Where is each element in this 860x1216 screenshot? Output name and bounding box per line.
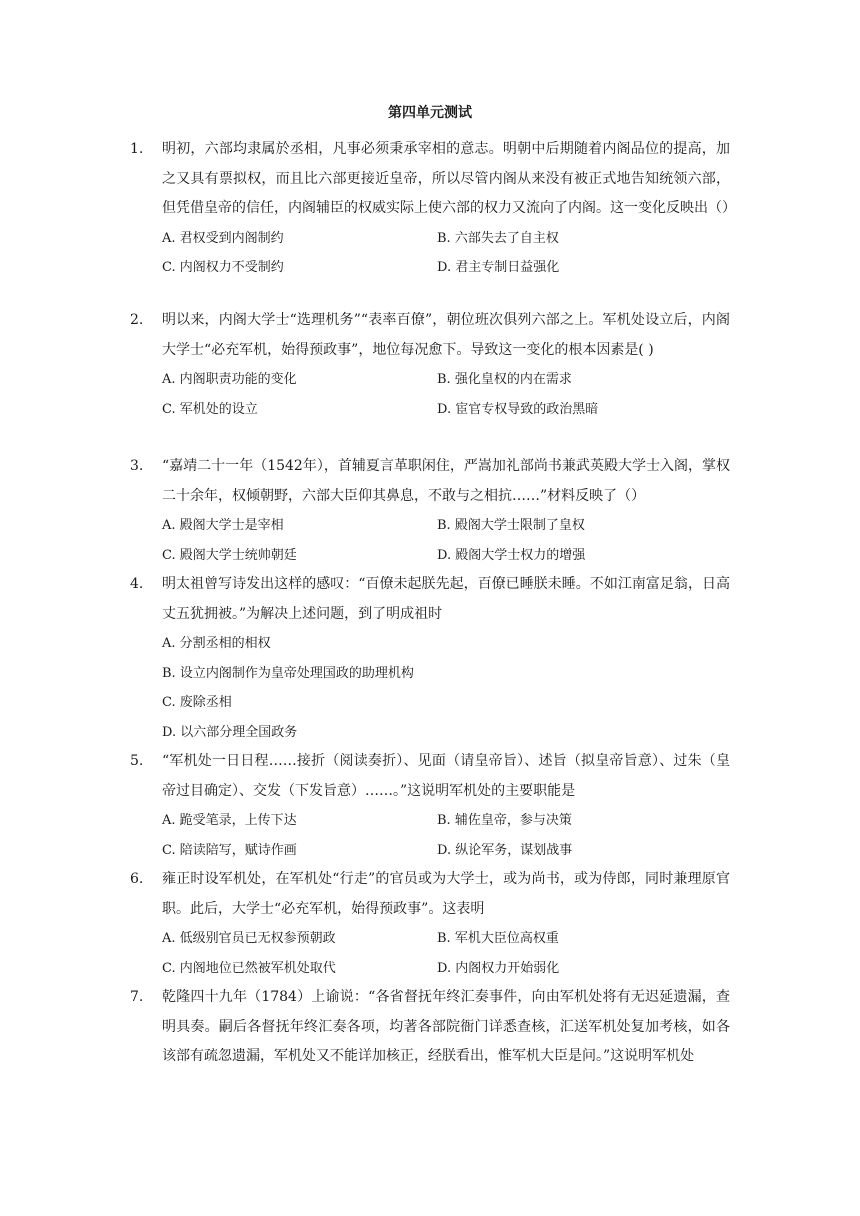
question-number: 7. bbox=[130, 989, 144, 1005]
option-b: B. 设立内阁制作为皇帝处理国政的助理机构 bbox=[162, 665, 414, 681]
question-stem: 明以来，内阁大学士“选理机务”“表率百僚”，朝位班次俱列六部之上。军机处设立后，内阁大学士“必充军机，始得预政事”，地位每况愈下。导致这一变化的根本因素是( ) bbox=[162, 312, 730, 358]
option-c: C. 殿阁大学士统帅朝廷 bbox=[162, 547, 297, 563]
option-a: A. 跪受笔录，上传下达 bbox=[162, 813, 297, 828]
options bbox=[162, 224, 730, 283]
option-c: C. 废除丞相 bbox=[162, 695, 232, 710]
options bbox=[162, 365, 730, 424]
question-number: 3. bbox=[130, 458, 144, 474]
option-a: A. 分割丞相的相权 bbox=[162, 636, 271, 651]
question-3 bbox=[130, 452, 730, 570]
option-d: D. 纵论军务，谋划战事 bbox=[437, 842, 573, 858]
option-b: B. 辅佐皇帝，参与决策 bbox=[437, 813, 572, 828]
question-4 bbox=[130, 570, 730, 747]
question-number: 6. bbox=[130, 871, 144, 887]
option-d: D. 殿阁大学士权力的增强 bbox=[437, 547, 586, 563]
question-stem: 明初，六部均隶属於丞相，凡事必须秉承宰相的意志。明朝中后期随着内阁品位的提高，加之又具有票拟权，而且比六部更接近皇帝，所以尽管内阁从来没有被正式地告知统领六部，但凭借皇帝的信任，内阁辅臣的权威实际上使六部的权力又流向了内阁。这一变化反映出（） bbox=[162, 141, 736, 216]
question-stem: “嘉靖二十一年（1542年），首辅夏言革职闲住，严嵩加礼部尚书兼武英殿大学士入阁，掌权二十余年，权倾朝野，六部大臣仰其鼻息，不敢与之相抗……”材料反映了（） bbox=[162, 458, 730, 504]
option-c: C. 陪读陪写，赋诗作画 bbox=[162, 842, 297, 858]
page-title: 第四单元测试 bbox=[388, 105, 472, 121]
question-number: 5. bbox=[130, 753, 144, 769]
question-stem: 雍正时设军机处，在军机处“行走”的官员或为大学士，或为尚书，或为侍郎，同时兼理原官职。此后，大学士“必充军机，始得预政事”。这表明 bbox=[162, 871, 730, 917]
question-number: 4. bbox=[130, 576, 144, 592]
option-b: B. 六部失去了自主权 bbox=[437, 230, 559, 246]
question-number: 1. bbox=[130, 141, 144, 157]
options bbox=[162, 629, 730, 747]
question-2 bbox=[130, 306, 730, 424]
question-6 bbox=[130, 865, 730, 983]
option-c: C. 军机处的设立 bbox=[162, 401, 258, 417]
option-b: B. 强化皇权的内在需求 bbox=[437, 372, 572, 387]
question-stem: 明太祖曾写诗发出这样的感叹：“百僚未起朕先起，百僚已睡朕未睡。不如江南富足翁，日高丈五犹拥被。”为解决上述问题，到了明成祖时 bbox=[162, 576, 730, 622]
option-a: A. 君权受到内阁制约 bbox=[162, 230, 284, 246]
question-7 bbox=[130, 983, 730, 1072]
option-a: A. 低级别官员已无权参预朝政 bbox=[162, 931, 336, 946]
option-d: D. 以六部分理全国政务 bbox=[162, 724, 298, 740]
option-c: C. 内阁权力不受制约 bbox=[162, 260, 284, 275]
option-b: B. 殿阁大学士限制了皇权 bbox=[437, 518, 585, 533]
question-stem: 乾隆四十九年（1784）上谕说：“各省督抚年终汇奏事件，向由军机处将有无迟延遗漏，查明具奏。嗣后各督抚年终汇奏各项，均著各部院衙门详悉查核，汇送军机处复加考核，如各该部有疏忽遗漏，军机处又不能详加核正，经朕看出，惟军机大臣是问。”这说明军机处 bbox=[162, 989, 730, 1064]
option-a: A. 殿阁大学士是宰相 bbox=[162, 518, 284, 533]
question-number: 2. bbox=[130, 312, 144, 328]
options bbox=[162, 511, 730, 570]
option-d: D. 内阁权力开始弱化 bbox=[437, 960, 560, 976]
option-d: D. 宦官专权导致的政治黑暗 bbox=[437, 401, 599, 417]
option-b: B. 军机大臣位高权重 bbox=[437, 931, 559, 946]
option-a: A. 内阁职责功能的变化 bbox=[162, 372, 297, 387]
option-d: D. 君主专制日益强化 bbox=[437, 260, 560, 275]
question-stem: “军机处一日日程……接折（阅读奏折）、见面（请皇帝旨）、述旨（拟皇帝旨意）、过朱（皇帝过目确定）、交发（下发旨意）……。”这说明军机处的主要职能是 bbox=[162, 753, 730, 799]
options bbox=[162, 806, 730, 865]
question-5 bbox=[130, 747, 730, 865]
options bbox=[162, 924, 730, 983]
option-c: C. 内阁地位已然被军机处取代 bbox=[162, 960, 336, 976]
question-1 bbox=[130, 135, 736, 283]
